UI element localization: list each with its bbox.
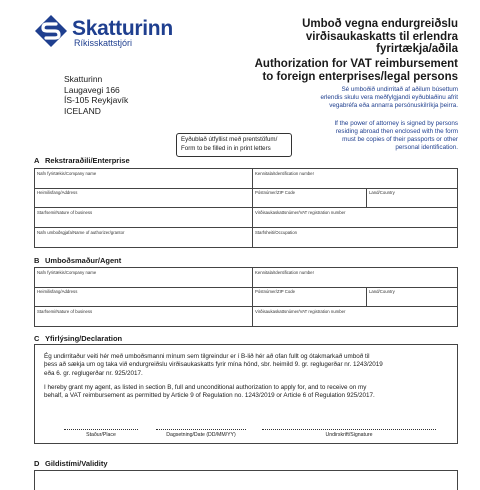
section-letter: A: [34, 156, 40, 165]
section-b-row-2: [34, 287, 458, 307]
note-line: personal identification.: [395, 144, 458, 151]
agent-country-field[interactable]: Land/Country: [366, 287, 458, 306]
section-a-row-3: [34, 208, 458, 228]
title-icelandic: [218, 18, 458, 56]
address-line: ICELAND: [64, 105, 101, 116]
section-letter: B: [34, 256, 40, 265]
section-letter: C: [34, 334, 40, 343]
identification-number-field[interactable]: Kennitala/Identification number: [252, 169, 458, 188]
declaration-line: I hereby grant my agent, as listed in section B, full and unconditional authorization to apply for, and to receive on my: [44, 384, 367, 391]
note-line: erlendis skulu vera meðfylgjandi eyðublaðinu afrit: [320, 94, 458, 101]
title-en-line: Authorization for VAT reimbursement: [254, 58, 458, 70]
section-a-row-4: [34, 228, 458, 248]
note-line: must be copies of their passports or other: [342, 136, 458, 143]
section-title: Gildistími/Validity: [45, 459, 108, 468]
declaration-line: eða 6. gr. reglugerðar nr. 925/2017.: [44, 369, 143, 377]
title-en-line: to foreign enterprises/legal persons: [262, 70, 458, 83]
place-label: Staður/Place: [86, 432, 116, 438]
declaration-line: behalf, a VAT reimbursement as permitted by Article 9 of Regulation no. 1243/2019 or Article 6 of Regulation 925/2017.: [44, 392, 375, 400]
title-is-line: Umboð vegna endurgreiðslu: [302, 18, 458, 30]
place-input-line[interactable]: [64, 429, 138, 430]
agent-zip-code-field[interactable]: Póstnúmer/ZIP Code: [252, 287, 366, 306]
title-english: [198, 58, 458, 83]
agent-identification-number-field[interactable]: Kennitala/Identification number: [252, 268, 458, 287]
title-is-line: fyrirtækja/aðila: [376, 43, 458, 55]
address-field[interactable]: Heimilisfang/Address: [34, 188, 252, 207]
occupation-field[interactable]: Starfsheiti/Occupation: [252, 228, 458, 247]
section-b-row-3: [34, 307, 458, 327]
logo-name: Skatturinn: [72, 17, 173, 40]
declaration-line: þess að sækja um og taka við endurgreiðslu virðisaukaskatts fyrir mína hönd, sbr. heimild 9. gr. reglugerðar nr. 1243/2019: [44, 361, 383, 369]
logo-subtitle: Ríkisskattstjóri: [74, 38, 133, 48]
authorizer-name-field[interactable]: Nafn umboðsgjafa/Name of authorizer/grantor: [34, 228, 252, 247]
note-line: If the power of attorney is signed by persons: [334, 120, 458, 127]
section-letter: D: [34, 459, 40, 468]
date-input-line[interactable]: [156, 429, 246, 430]
title-is-line: virðisaukaskatts til erlendra: [305, 30, 458, 43]
section-a-row-1: [34, 168, 458, 189]
nature-of-business-field[interactable]: Starfsemi/Nature of business: [34, 208, 252, 227]
print-note-line: Form to be filled in in print letters: [181, 145, 271, 152]
validity-box[interactable]: [34, 470, 458, 490]
declaration-icelandic: [44, 353, 448, 378]
date-label: Dagsetning/Date (DD/MM/YY): [166, 432, 236, 438]
section-title: Umboðsmaður/Agent: [45, 256, 122, 265]
zip-code-field[interactable]: Póstnúmer/ZIP Code: [252, 188, 366, 207]
signature-input-line[interactable]: [262, 429, 436, 430]
declaration-english: [44, 384, 448, 401]
note-line: residing abroad then enclosed with the form: [335, 128, 458, 135]
country-field[interactable]: Land/Country: [366, 188, 458, 207]
section-b-heading: [34, 256, 121, 265]
section-title: Rekstraraðili/Enterprise: [45, 156, 130, 165]
agent-nature-of-business-field[interactable]: Starfsemi/Nature of business: [34, 307, 252, 326]
note-icelandic: [243, 86, 458, 110]
address-line: Skatturinn: [64, 74, 103, 84]
note-line: Sé umboðið undirritað af aðilum búsettum: [341, 86, 458, 93]
section-d-heading: [34, 459, 108, 468]
address-line: ÍS-105 Reykjavík: [64, 95, 129, 105]
agent-address-field[interactable]: Heimilisfang/Address: [34, 287, 252, 306]
signature-label: Undirskrift/Signature: [325, 432, 373, 438]
print-letters-note: [176, 133, 292, 157]
address-line: Laugavegi 166: [64, 84, 120, 95]
agent-company-name-field[interactable]: Nafn fyrirtækis/Company name: [34, 268, 252, 287]
section-b-row-1: [34, 267, 458, 288]
print-note-line: Eyðublað útfyllist með prentstöfum/: [181, 136, 278, 143]
declaration-line: Ég undirritaður veiti hér með umboðsmanni mínum sem tilgreindur er í B-lið hér að ofan fullt og ótakmarkað umboð til: [44, 353, 370, 360]
note-line: vegabréfa eða annarra persónuskilríkja þeirra.: [329, 102, 458, 109]
section-a-heading: [34, 156, 130, 165]
agent-vat-number-field[interactable]: Virðisaukaskattsnúmer/VAT registration number: [252, 307, 458, 326]
mailing-address: [64, 74, 128, 116]
vat-number-field[interactable]: Virðisaukaskattsnúmer/VAT registration number: [252, 208, 458, 227]
section-c-heading: [34, 334, 122, 343]
section-a-row-2: [34, 188, 458, 208]
skatturinn-logo-icon: [34, 14, 68, 48]
company-name-field[interactable]: Nafn fyrirtækis/Company name: [34, 169, 252, 188]
section-title: Yfirlýsing/Declaration: [45, 334, 123, 343]
